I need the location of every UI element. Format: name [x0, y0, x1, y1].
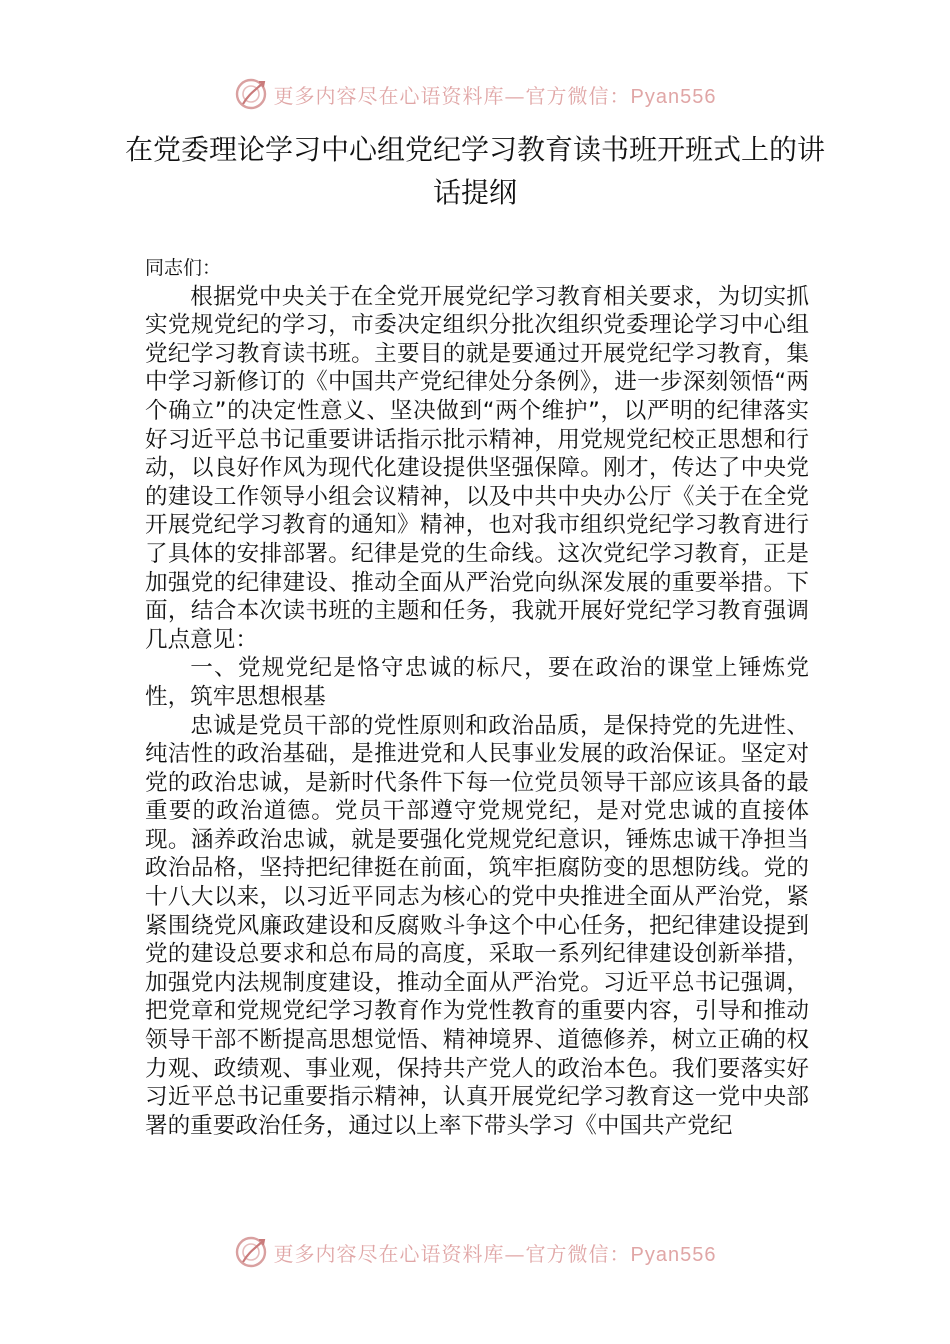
watermark-wechat-id: Pyan556	[630, 85, 717, 108]
watermark-text: 更多内容尽在心语资料库—官方微信：Pyan556	[273, 83, 717, 108]
header-watermark	[0, 74, 950, 114]
document-title: 在党委理论学习中心组党纪学习教育读书班开班式上的讲话提纲	[124, 133, 825, 209]
watermark-text: 更多内容尽在心语资料库—官方微信：Pyan556	[273, 1241, 717, 1266]
section-heading: 一、党规党纪是恪守忠诚的标尺，要在政治的课堂上锤炼党性，筑牢思想根基	[145, 655, 809, 710]
watermark-wechat-id: Pyan556	[630, 1243, 717, 1266]
document-body	[145, 254, 809, 1140]
paragraph: 忠诚是党员干部的党性原则和政治品质，是保持党的先进性、纯洁性的政治基础，是推进党和人民事业发展的政治保证。坚定对党的政治忠诚，是新时代条件下每一位党员领导干部应该具备的最重要的政治道德。党员干部遵守党规党纪，是对党忠诚的直接体现。涵养政治忠诚，就是要强化党规党纪意识，锤炼忠诚干净担当政治品格，坚持把纪律挺在前面，筑牢拒腐防变的思想防线。党的十八大以来，以习近平同志为核心的党中央推进全面从严治党，紧紧围绕党风廉政建设和反腐败斗争这个中心任务，把纪律建设提到党的建设总要求和总布局的高度，采取一系列纪律建设创新举措，加强党内法规制度建设，推动全面从严治党。习近平总书记强调，把党章和党规党纪学习教育作为党性教育的重要内容，引导和推动领导干部不断提高思想觉悟、精神境界、道德修养，树立正确的权力观、政绩观、事业观，保持共产党人的政治本色。我们要落实好习近平总书记重要指示精神，认真开展党纪学习教育这一党中央部署的重要政治任务，通过以上率下带头学习《中国共产党纪	[145, 712, 809, 1139]
brand-logo-icon	[234, 1235, 268, 1269]
brand-logo-icon	[234, 77, 268, 111]
paragraph: 根据党中央关于在全党开展党纪学习教育相关要求，为切实抓实党规党纪的学习，市委决定组织分批次组织党委理论学习中心组党纪学习教育读书班。主要目的就是要通过开展党纪学习教育，集中学习新修订的《中国共产党纪律处分条例》，进一步深刻领悟“两个确立”的决定性意义、坚决做到“两个维护”，以严明的纪律落实好习近平总书记重要讲话指示批示精神，用党规党纪校正思想和行动，以良好作风为现代化建设提供坚强保障。刚才，传达了中央党的建设工作领导小组会议精神，以及中共中央办公厅《关于在全党开展党纪学习教育的通知》精神，也对我市组织党纪学习教育进行了具体的安排部署。纪律是党的生命线。这次党纪学习教育，正是加强党的纪律建设、推动全面从严治党向纵深发展的重要举措。下面，结合本次读书班的主题和任务，我就开展好党纪学习教育强调几点意见：	[145, 283, 809, 653]
salutation: 同志们：	[145, 257, 222, 279]
footer-watermark	[0, 1232, 950, 1272]
